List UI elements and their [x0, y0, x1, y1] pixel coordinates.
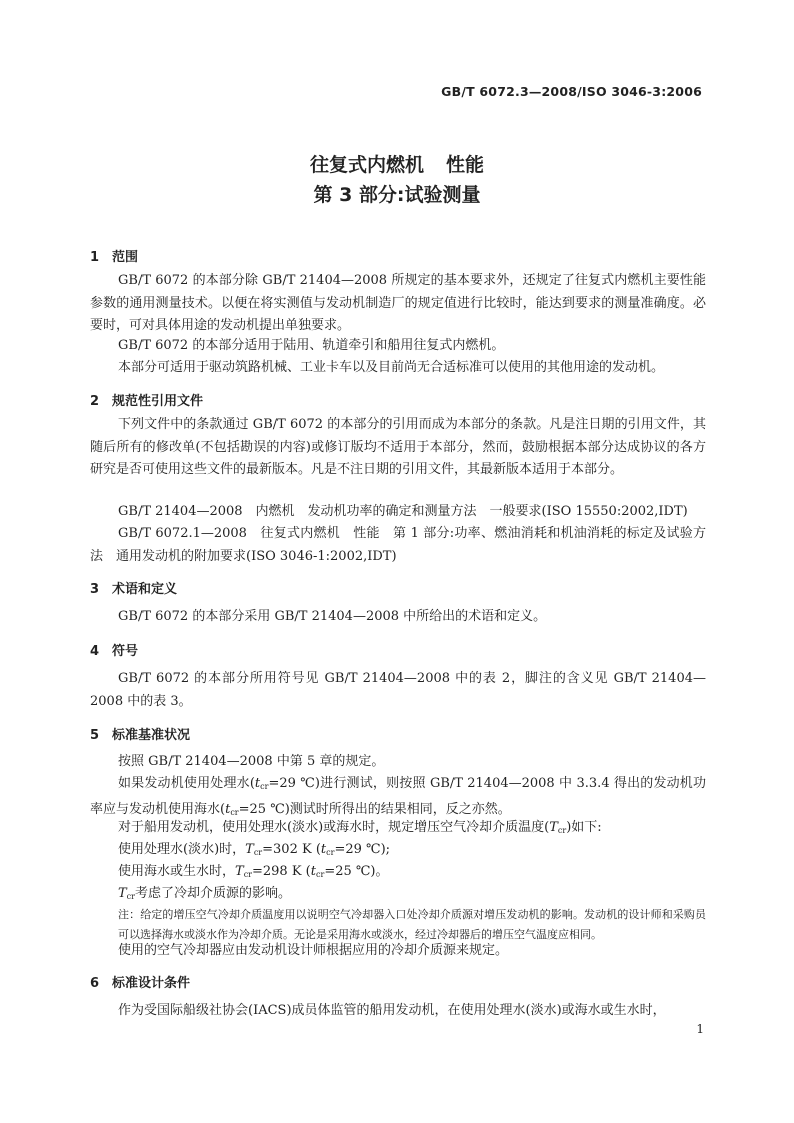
- section-5-line-5: 使用海水或生水时，$T_{cr}=298$ K ($t_{cr}=25$ ℃)。: [118, 864, 389, 879]
- section-1-para-1: GB/T 6072 的本部分除 GB/T 21404—2008 所规定的基本要求外，还规定了往复式内燃机主要性能参数的通用测量技术。以便在将实测值与发动机制造厂的规定值进行比较时，能达到要求的测量准确度。必要时，可对具体用途的发动机提出单独要求。: [90, 273, 706, 333]
- section-5-para-2: 如果发动机使用处理水($t_{cr}=29$ ℃)进行测试，则按照 GB/T 21404—2008 中 3.3.4 得出的发动机功率应与发动机使用海水($t_{cr}=25$ ℃)测试时所得出的结果相同，反之亦然。: [90, 776, 706, 817]
- section-3-heading: 3 术语和定义: [90, 582, 178, 597]
- section-2-para-1: 下列文件中的条款通过 GB/T 6072 的本部分的引用而成为本部分的条款。凡是注日期的引用文件，其随后所有的修改单(不包括勘误的内容)或修订版均不适用于本部分，然而，鼓励根据本部分达成协议的各方研究是否可使用这些文件的最新版本。凡是不注日期的引用文件，其最新版本适用于本部分。: [90, 417, 706, 477]
- page-number: 1: [696, 1022, 704, 1036]
- section-5-line-1: 按照 GB/T 21404—2008 中第 5 章的规定。: [118, 754, 385, 769]
- section-3-para-1: GB/T 6072 的本部分采用 GB/T 21404—2008 中所给出的术语和定义。: [118, 609, 547, 624]
- section-1-heading: 1 范围: [90, 250, 139, 265]
- section-5-line-6: $T_{cr}$考虑了冷却介质源的影响。: [118, 886, 291, 901]
- section-2-heading: 2 规范性引用文件: [90, 394, 204, 409]
- section-1-para-3: 本部分可适用于驱动筑路机械、工业卡车以及目前尚无合适标准可以使用的其他用途的发动机。: [118, 360, 665, 375]
- section-5-line-7: 使用的空气冷却器应由发动机设计师根据应用的冷却介质源来规定。: [118, 943, 509, 958]
- section-5-heading: 5 标准基准状况: [90, 728, 191, 743]
- section-5-note: 注：给定的增压空气冷却介质温度用以说明空气冷却器入口处冷却介质源对增压发动机的影响。发动机的设计师和采购员可以选择海水或淡水作为冷却介质。无论是采用海水或淡水，经过冷却器后的增压空气温度应相同。: [118, 908, 706, 941]
- section-1-para-2: GB/T 6072 的本部分适用于陆用、轨道牵引和船用往复式内燃机。: [118, 338, 505, 353]
- title-part-a: 往复式内燃机: [309, 154, 424, 176]
- document-title-line1: [0, 150, 794, 177]
- standard-number: GB/T 6072.3—2008/ISO 3046-3:2006: [441, 84, 702, 99]
- reference-gb-t-6072-1: GB/T 6072.1—2008 往复式内燃机 性能 第 1 部分:功率、燃油消耗和机油消耗的标定及试验方法 通用发动机的附加要求(ISO 3046-1:2002,IDT): [90, 526, 706, 564]
- document-title-line2: 第 3 部分:试验测量: [313, 184, 481, 206]
- section-4-heading: 4 符号: [90, 644, 139, 659]
- section-6-heading: 6 标准设计条件: [90, 976, 191, 991]
- section-5-line-4: 使用处理水(淡水)时，$T_{cr}=302$ K ($t_{cr}=29$ ℃);: [118, 842, 391, 857]
- section-5-line-3: 对于船用发动机，使用处理水(淡水)或海水时，规定增压空气冷却介质温度$(T_{cr})$如下:: [118, 820, 602, 835]
- section-6-para-1: 作为受国际船级社协会(IACS)成员体监管的船用发动机，在使用处理水(淡水)或海水或生水时，: [118, 1003, 666, 1018]
- section-4-para-1: GB/T 6072 的本部分所用符号见 GB/T 21404—2008 中的表 2，脚注的含义见 GB/T 21404—2008 中的表 3。: [90, 671, 706, 709]
- title-part-b: 性能: [446, 154, 485, 176]
- reference-gb-t-21404: GB/T 21404—2008 内燃机 发动机功率的确定和测量方法 一般要求(ISO 15550:2002,IDT): [118, 504, 688, 519]
